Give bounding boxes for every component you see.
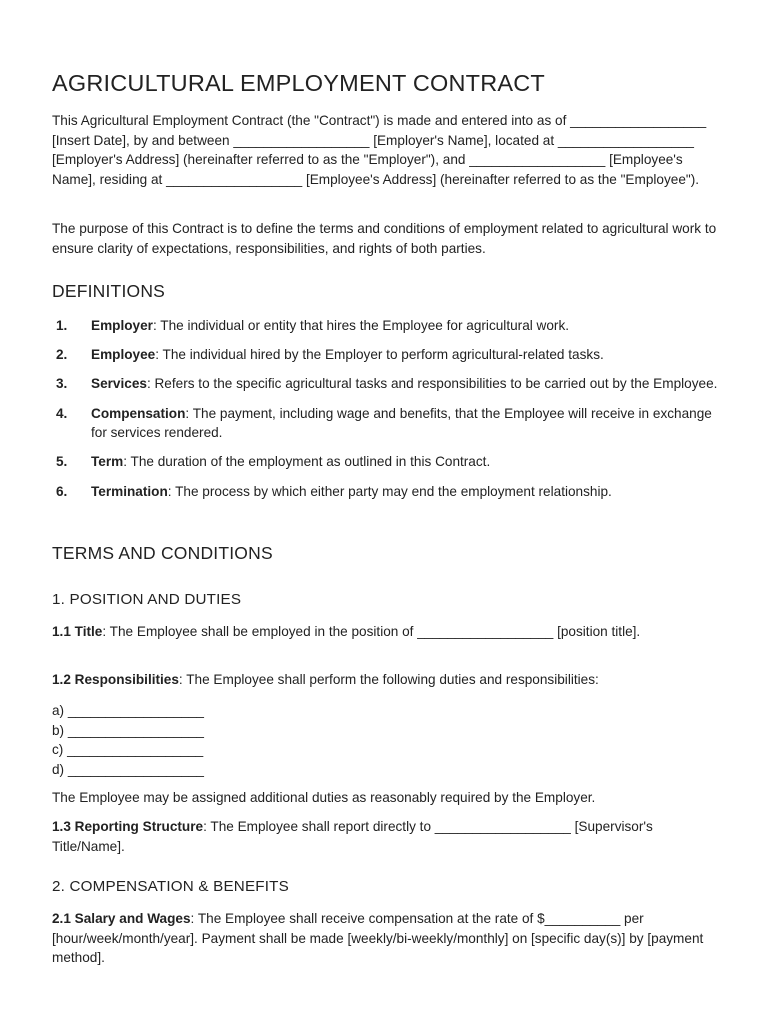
intro-paragraph: This Agricultural Employment Contract (the "Contract") is made and entered into as of __________________ [Insert Date], by and between __________________ [Employer's Name], located at __________________ [Employer's Address] (hereinafter referred to as the "Employer"), and __________________ [Employee's Name], residing at __________________ [Employee's Address] (hereinafter referred to as the "Employee").	[52, 113, 707, 187]
definition-number: 6.	[56, 483, 68, 499]
definition-term: Employee	[91, 347, 156, 363]
definition-number: 5.	[56, 454, 68, 470]
definition-item	[52, 452, 720, 472]
definition-text: : The process by which either party may end the employment relationship.	[167, 483, 612, 499]
title-clause-label: 1.1 Title	[52, 624, 103, 639]
duty-blank: d) __________________	[52, 761, 204, 777]
definition-term: Compensation	[91, 405, 186, 421]
reporting-label: 1.3 Reporting Structure	[52, 819, 204, 834]
definition-term: Services	[91, 376, 147, 392]
definition-text: : The duration of the employment as outlined in this Contract.	[123, 454, 491, 470]
definition-text: : The individual hired by the Employer to perform agricultural-related tasks.	[155, 347, 604, 363]
responsibilities-label: 1.2 Responsibilities	[52, 672, 179, 687]
definitions-list	[52, 316, 720, 511]
terms-heading: TERMS AND CONDITIONS	[52, 543, 273, 563]
definition-number: 1.	[56, 318, 68, 333]
reporting-clause	[52, 817, 720, 856]
definition-item	[52, 482, 720, 502]
definition-item	[52, 374, 720, 394]
additional-duties-paragraph: The Employee may be assigned additional duties as reasonably required by the Employer.	[52, 790, 596, 805]
definition-item	[52, 316, 720, 336]
purpose-paragraph: The purpose of this Contract is to define the terms and conditions of employment related to agricultural work to ensure clarity of expectations, responsibilities, and rights of both parties.	[52, 221, 717, 256]
definition-number: 4.	[56, 405, 68, 421]
definition-text: : Refers to the specific agricultural tasks and responsibilities to be carried out by the Employee.	[146, 376, 718, 392]
definition-term: Termination	[91, 483, 168, 499]
definition-term: Term	[91, 454, 124, 470]
definition-text: : The individual or entity that hires the Employee for agricultural work.	[152, 318, 570, 333]
salary-label: 2.1 Salary and Wages	[52, 911, 191, 926]
definition-term: Employer	[91, 318, 153, 333]
definitions-heading: DEFINITIONS	[52, 281, 166, 301]
title-clause-text: : The Employee shall be employed in the position of __________________ [position title].	[102, 624, 641, 639]
title-clause	[52, 622, 720, 642]
duty-blank: c) __________________	[52, 742, 204, 758]
responsibilities-clause	[52, 670, 720, 690]
section1-heading: 1. POSITION AND DUTIES	[52, 591, 242, 608]
definition-item	[52, 404, 720, 443]
definition-item	[52, 345, 720, 365]
duties-list	[52, 701, 204, 779]
salary-text: : The Employee shall receive compensation at the rate of $__________ per [hour/week/month/year]. Payment shall be made [weekly/bi-weekly/monthly] on [specific day(s)] by [payment method].	[52, 911, 704, 966]
duty-blank: a) __________________	[52, 703, 204, 718]
duty-blank: b) __________________	[52, 722, 204, 738]
reporting-text: : The Employee shall report directly to __________________ [Supervisor's Title/Name].	[52, 819, 653, 854]
responsibilities-text: : The Employee shall perform the following duties and responsibilities:	[178, 672, 599, 687]
definition-text: : The payment, including wage and benefits, that the Employee will receive in exchange for services rendered.	[91, 405, 712, 441]
definition-number: 2.	[56, 347, 68, 363]
salary-clause	[52, 909, 720, 968]
definition-number: 3.	[56, 376, 68, 392]
document-title: AGRICULTURAL EMPLOYMENT CONTRACT	[52, 70, 545, 96]
section2-heading: 2. COMPENSATION & BENEFITS	[52, 878, 289, 895]
